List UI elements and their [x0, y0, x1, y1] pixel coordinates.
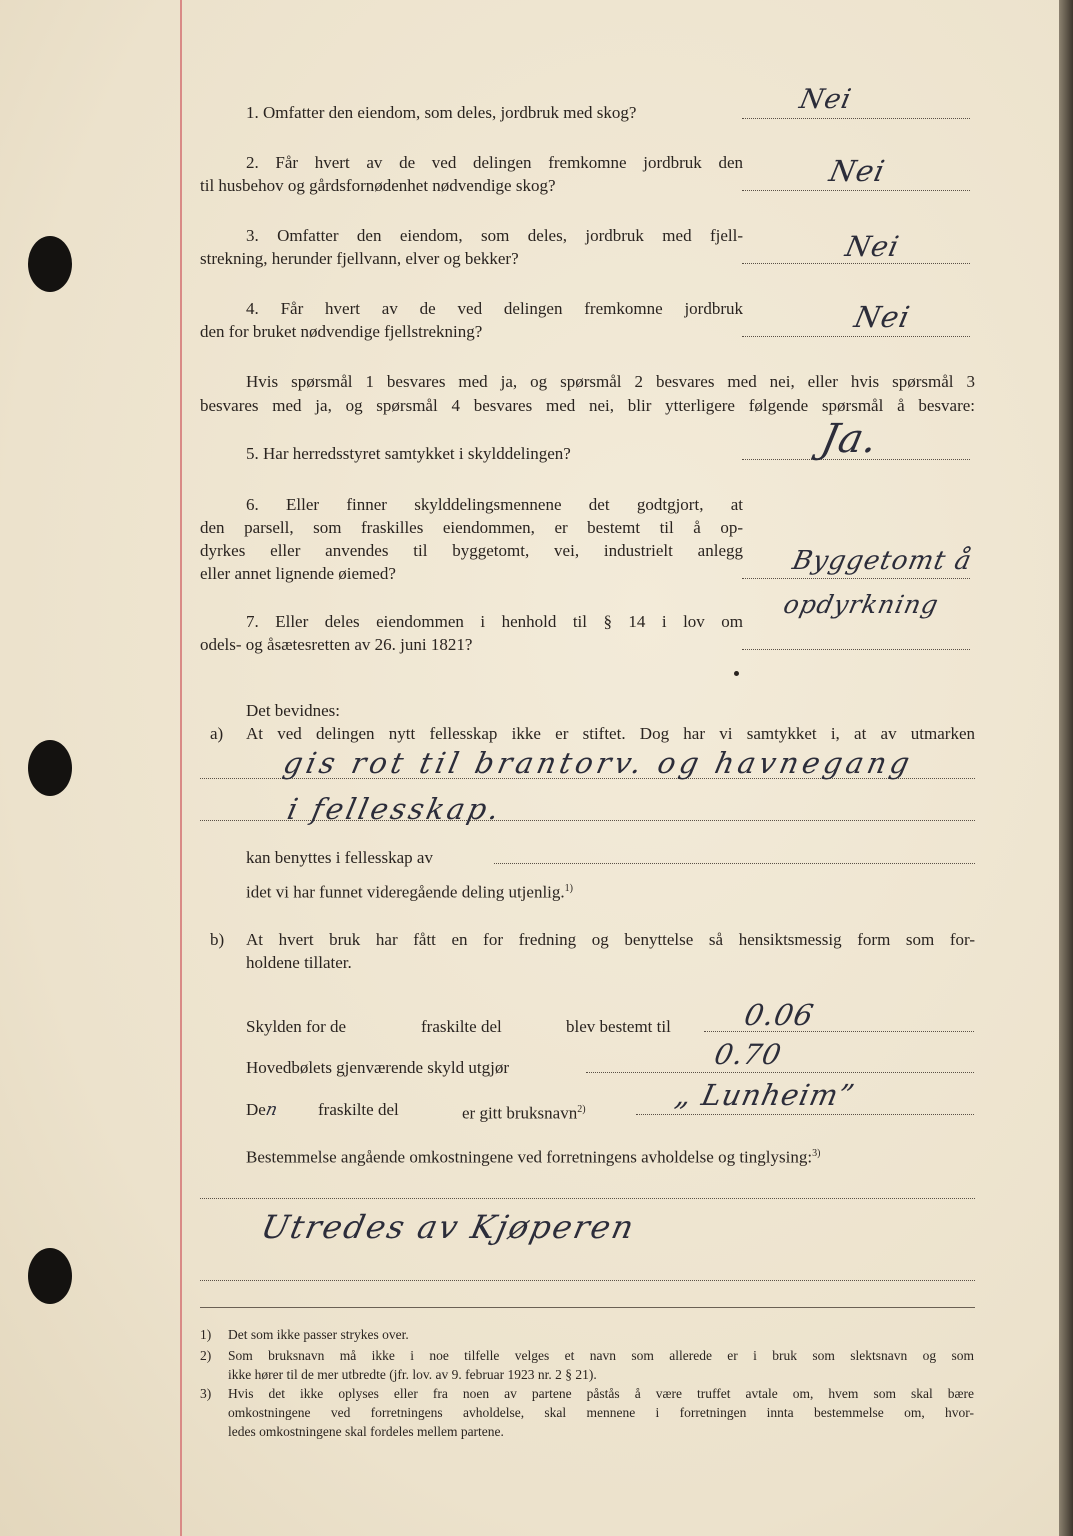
- question-2-answer: Nei: [826, 154, 889, 188]
- question-6-line-1: 6. Eller finner skylddelingsmennene det godtgjort, at: [246, 495, 743, 514]
- footnote-3-line-3: ledes omkostningene skal fordeles mellem partene.: [228, 1424, 504, 1439]
- item-a-handwriting-2: i fellesskap.: [284, 792, 506, 826]
- footnote-3-line-1: Hvis det ikke oplyses eller fra noen av partene påstås å være truffet avtale om, hvem som skal bære: [228, 1386, 974, 1401]
- footnote-2-mark: 2): [200, 1348, 212, 1363]
- page-edge: [1059, 0, 1073, 1536]
- question-7-line-1: 7. Eller deles eiendommen i henhold til § 14 i lov om: [246, 612, 743, 631]
- punch-hole: [28, 236, 72, 292]
- footnote-2-line-1: Som bruksnavn må ikke i noe tilfelle velges et navn som allerede er i bruk som slektsnavn og som: [228, 1348, 974, 1363]
- question-1-answer-line: [742, 118, 970, 119]
- footnote-2-line-2: ikke hører til de mer utbredte (jfr. lov. av 9. februar 1923 nr. 2 § 21).: [228, 1367, 597, 1382]
- question-2-line-2: til husbehov og gårdsfornødenhet nødvendige skog?: [200, 176, 556, 195]
- skyld-fraskilt-value: 0.06: [741, 998, 818, 1032]
- costs-line-2: [200, 1280, 975, 1281]
- question-1-text: 1. Omfatter den eiendom, som deles, jordbruk med skog?: [246, 103, 637, 122]
- item-a-common-use-line: [494, 863, 975, 864]
- footnote-1-mark: 1): [200, 1327, 212, 1342]
- question-5-text: 5. Har herredsstyret samtykket i skylddelingen?: [246, 444, 571, 463]
- item-a-handwriting-1: gis rot til brantorv. og havnegang: [280, 746, 917, 780]
- bruksnavn-label-b: fraskilte del: [318, 1100, 399, 1119]
- question-4-line-2: den for bruket nødvendige fjellstrekning?: [200, 322, 483, 341]
- item-b-line-1: At hvert bruk har fått en for fredning og benyttelse så hensiktsmessig form som for-: [246, 930, 975, 949]
- footnote-3-line-2: omkostningene ved forretningens avholdelse, skal mennene i forretningen innta bestemmelse om, hvor-: [228, 1405, 974, 1420]
- question-2-line-1: 2. Får hvert av de ved delingen fremkomne jordbruk den: [246, 153, 743, 172]
- question-4-answer-line: [742, 336, 970, 337]
- question-3-line-1: 3. Omfatter den eiendom, som deles, jordbruk med fjell-: [246, 226, 743, 245]
- item-a-text: At ved delingen nytt fellesskap ikke er stiftet. Dog har vi samtykket i, at av utmarken: [246, 724, 975, 743]
- skyld-fraskilt-label-b: fraskilte del: [421, 1017, 502, 1036]
- question-1-answer: Nei: [796, 84, 855, 115]
- punch-hole: [28, 1248, 72, 1304]
- footnote-3-mark: 3): [200, 1386, 212, 1401]
- footnote-separator: [200, 1307, 975, 1308]
- costs-line-1: [200, 1198, 975, 1199]
- question-7-answer-line: [742, 649, 970, 650]
- question-6-line-3: dyrkes eller anvendes til byggetomt, vei, industrielt anlegg: [200, 541, 743, 560]
- ink-speck: [734, 671, 739, 676]
- item-b-line-2: holdene tillater.: [246, 953, 352, 972]
- costs-label: Bestemmelse angående omkostningene ved forretningens avholdelse og tinglysing:$^{3)}$: [246, 1147, 821, 1167]
- question-6-line-2: den parsell, som fraskilles eiendommen, er bestemt til å op-: [200, 518, 743, 537]
- footnote-1-text: Det som ikke passer strykes over.: [228, 1327, 409, 1342]
- question-6-answer-line-2: opdyrkning: [780, 590, 942, 619]
- item-a-common-use-label: kan benyttes i fellesskap av: [246, 848, 433, 867]
- question-4-line-1: 4. Får hvert av de ved delingen fremkomne jordbruk: [246, 299, 743, 318]
- question-5-answer: Ja.: [817, 416, 883, 462]
- question-6-line-4: eller annet lignende øiemed?: [200, 564, 396, 583]
- skyld-hovedbol-label: Hovedbølets gjenværende skyld utgjør: [246, 1058, 509, 1077]
- question-3-line-2: strekning, herunder fjellvann, elver og bekker?: [200, 249, 519, 268]
- bruksnavn-value: „ Lunheim”: [672, 1078, 858, 1112]
- punch-hole: [28, 740, 72, 796]
- skyld-hovedbol-line: [586, 1072, 974, 1073]
- conditional-intro-line-2: besvares med ja, og spørsmål 4 besvares med nei, blir ytterligere følgende spørsmål å besvare:: [200, 396, 975, 415]
- bruksnavn-label-a: Den: [246, 1100, 281, 1120]
- costs-value: Utredes av Kjøperen: [257, 1208, 639, 1246]
- bruksnavn-line: [636, 1114, 974, 1115]
- skyld-fraskilt-label-c: blev bestemt til: [566, 1017, 671, 1036]
- margin-line: [180, 0, 182, 1536]
- question-3-answer: Nei: [842, 230, 903, 263]
- certification-heading: Det bevidnes:: [246, 701, 340, 720]
- item-a-label: a): [210, 724, 224, 743]
- question-3-answer-line: [742, 263, 970, 264]
- question-7-line-2: odels- og åsætesretten av 26. juni 1821?: [200, 635, 473, 654]
- skyld-hovedbol-value: 0.70: [711, 1038, 785, 1071]
- bruksnavn-label-c: er gitt bruksnavn$^{2)}$: [462, 1103, 586, 1123]
- item-a-further-division: idet vi har funnet videregående deling utjenlig.$^{1)}$: [246, 882, 573, 902]
- skyld-fraskilt-label-a: Skylden for de: [246, 1017, 347, 1036]
- question-6-answer-line: [742, 578, 970, 579]
- question-4-answer: Nei: [851, 300, 914, 334]
- conditional-intro-line-1: Hvis spørsmål 1 besvares med ja, og spørsmål 2 besvares med nei, eller hvis spørsmål 3: [246, 372, 975, 391]
- question-2-answer-line: [742, 190, 970, 191]
- question-6-answer-line-1: Byggetomt å: [789, 546, 975, 576]
- item-b-label: b): [210, 930, 225, 949]
